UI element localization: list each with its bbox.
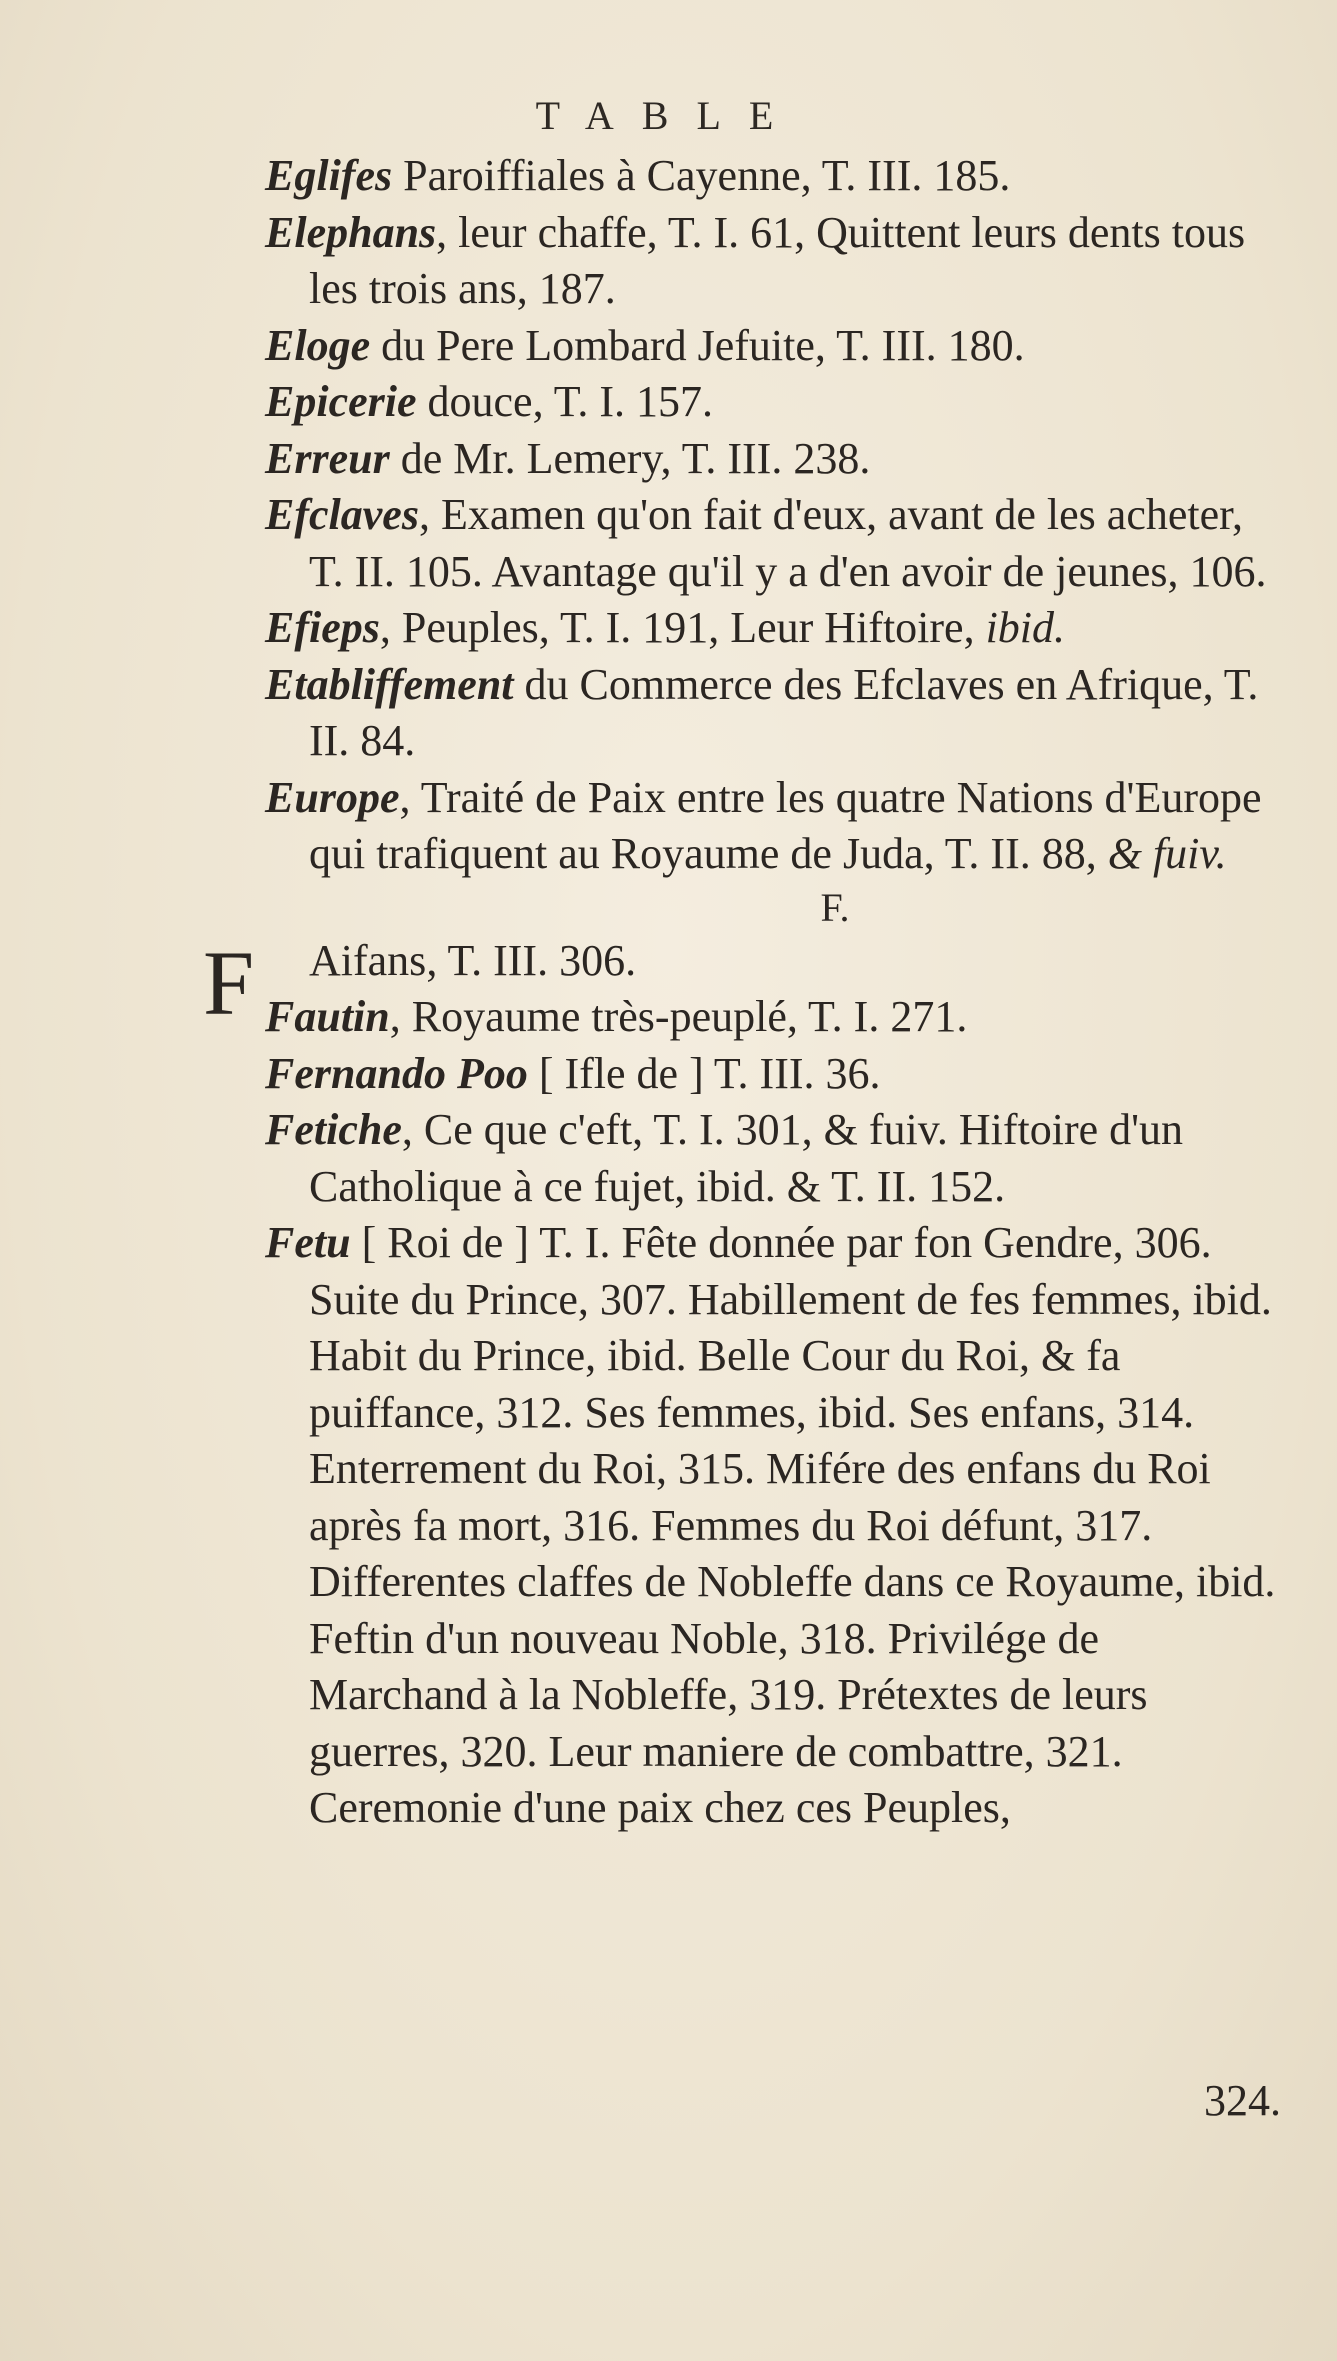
index-entry xyxy=(265,374,1285,431)
entry-head: Eglifes xyxy=(265,151,393,200)
index-entry xyxy=(265,431,1285,488)
catchword: 324. xyxy=(1204,2076,1281,2125)
drop-cap: F xyxy=(203,931,255,1034)
index-entry xyxy=(265,770,1285,883)
entry-text: [ Roi de ] T. I. Fête donnée par fon Gendre, 306. Suite du Prince, 307. Habillement de fes femmes, ibid. Habit du Prince, ibid. Belle Cour du Roi, & fa puiffance, 312. Ses femmes, ibid. Ses enfans, 314. Enterrement du Roi, 315. Mifére des enfans du Roi après fa mort, 316. Femmes du Roi défunt, 317. Differentes claffes de Nobleffe dans ce Royaume, ibid. Feftin d'un nouveau Noble, 318. Privilége de Marchand à la Nobleffe, 319. Prétextes de leurs guerres, 320. Leur maniere de combattre, 321. Ceremonie d'une paix chez ces Peuples, xyxy=(309,1218,1276,1832)
entry-text: , Examen qu'on fait d'eux, avant de les acheter, T. II. 105. Avantage qu'il y a d'en avoir de jeunes, 106. xyxy=(309,490,1267,596)
entry-tail: & fuiv. xyxy=(1107,829,1227,878)
entry-head: Elephans xyxy=(265,207,437,257)
entry-text: , Peuples, T. I. 191, Leur Hiftoire, xyxy=(379,603,986,652)
entry-text: , T. III. 306. xyxy=(426,935,637,985)
section-letter: F. xyxy=(820,884,850,930)
entry-head: Fetiche xyxy=(265,1105,402,1154)
entry-text: , Traité de Paix entre les quatre Nations d'Europe qui trafiquent au Royaume de Juda, T. II. 88, xyxy=(309,772,1262,878)
entry-text: Paroiffiales à Cayenne, T. III. 185. xyxy=(392,151,1011,200)
entry-head: Eloge xyxy=(265,320,371,370)
index-entry xyxy=(265,1046,1285,1103)
index-entry xyxy=(265,205,1285,318)
entry-head: Etabliffement xyxy=(265,659,514,709)
entry-text: douce, T. I. 157. xyxy=(416,377,714,426)
entry-text: du Commerce des Efclaves en Afrique, T. II. 84. xyxy=(309,659,1259,765)
entry-text: , Royaume très-peuplé, T. I. 271. xyxy=(389,992,968,1041)
entry-head: Fautin xyxy=(265,992,390,1041)
entry-text: , leur chaffe, T. I. 61, Quittent leurs dents tous les trois ans, 187. xyxy=(309,207,1246,313)
index-column xyxy=(203,148,1285,1837)
index-entry xyxy=(265,600,1285,657)
entry-head: Fernando Poo xyxy=(265,1048,528,1098)
running-head: TABLE xyxy=(535,93,802,138)
entry-text: , Ce que c'eft, T. I. 301, & fuiv. Hiftoire d'un Catholique à ce fujet, ibid. & T. II. 152. xyxy=(309,1105,1184,1211)
index-entry xyxy=(265,1102,1285,1215)
entry-tail: ibid. xyxy=(985,603,1066,652)
entry-head: Efieps xyxy=(265,603,380,652)
index-entry xyxy=(265,657,1285,770)
entry-head: Aifans xyxy=(309,935,427,985)
entry-head: Erreur xyxy=(265,433,390,483)
index-entry xyxy=(265,1215,1285,1837)
index-entry xyxy=(265,487,1285,600)
entry-head: Epicerie xyxy=(265,377,417,426)
entry-text: de Mr. Lemery, T. III. 238. xyxy=(389,433,871,483)
entry-head: Europe xyxy=(265,772,400,822)
entry-head: Efclaves xyxy=(265,490,419,539)
index-entry xyxy=(265,989,1285,1046)
entry-text: du Pere Lombard Jefuite, T. III. 180. xyxy=(370,320,1025,370)
index-entry xyxy=(265,318,1285,375)
entry-text: [ Ifle de ] T. III. 36. xyxy=(527,1048,881,1098)
index-entry xyxy=(265,148,1285,205)
entry-head: Fetu xyxy=(265,1218,351,1267)
